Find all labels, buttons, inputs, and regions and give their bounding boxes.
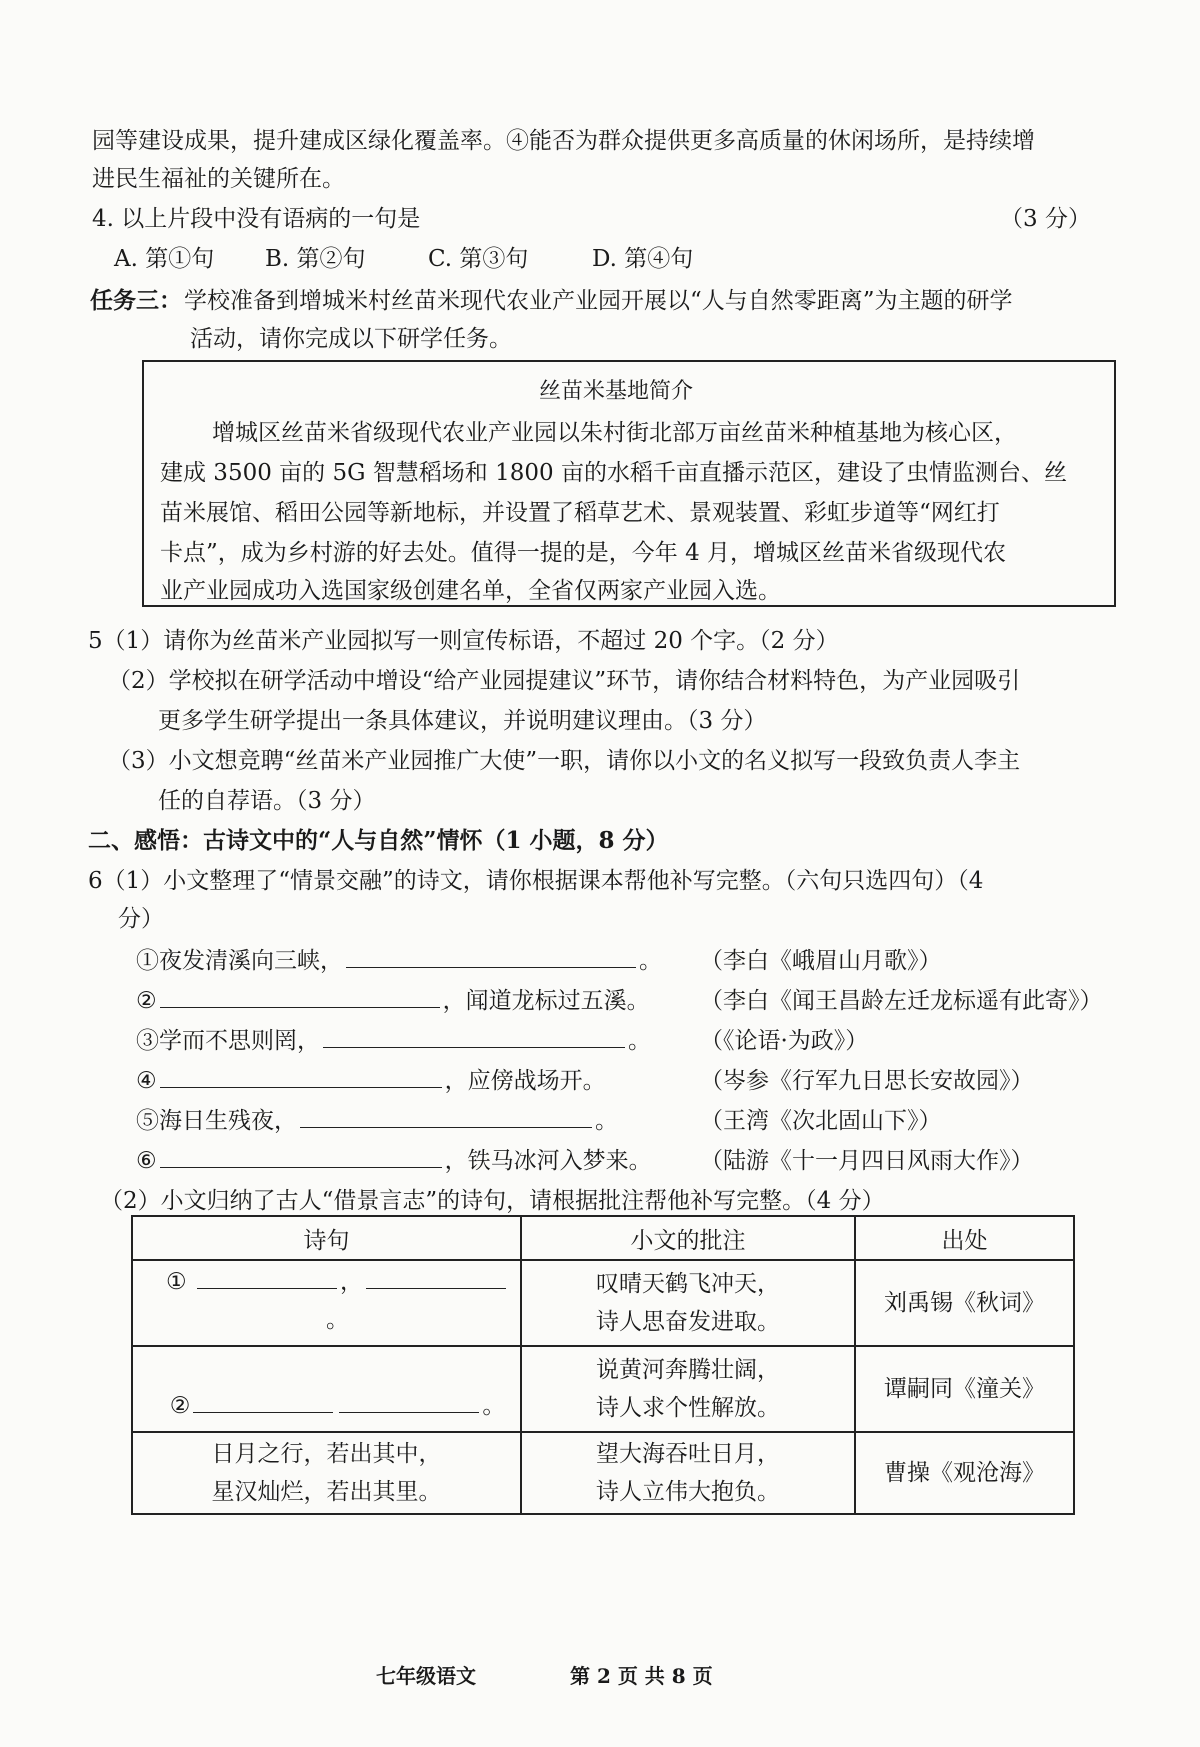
q4-option-d: D. 第④句 [592,246,694,272]
q6-part2: （2）小文归纳了古人“借景言志”的诗句，请根据批注帮他补写完整。（4 分） [100,1188,885,1214]
table-header-row [132,1216,1074,1260]
header-source: 出处 [855,1216,1074,1260]
header-poem: 诗句 [132,1216,521,1260]
fill-line-2 [136,982,650,1015]
intro-line-1: 增城区丝苗米省级现代农业产业园以朱村街北部万亩丝苗米种植基地为核心区， [212,420,1017,446]
row1-blank-b[interactable] [366,1287,506,1289]
fill-line-2-pre: ② [136,988,157,1014]
row2-blank-b[interactable] [339,1411,479,1413]
q6-part1-a: 6（1）小文整理了“情景交融”的诗文，请你根据课本帮他补写完整。（六句只选四句）（4 [88,868,984,894]
fill-line-4 [136,1062,606,1095]
fill-source-5: （王湾《次北固山下》） [700,1108,942,1134]
fill-line-2-post: ，闻道龙标过五溪。 [442,988,650,1014]
fill-line-5-post: 。 [595,1108,618,1134]
fill-source-6: （陆游《十一月四日风雨大作》） [700,1148,1034,1174]
footer-page: 第 2 页 共 8 页 [570,1664,713,1688]
row1-note-1: 叹晴天鹤飞冲天， [596,1271,780,1297]
row3-note-2: 诗人立伟大抱负。 [596,1479,780,1505]
fill-line-4-pre: ④ [136,1068,157,1094]
fill-blank-4[interactable] [160,1086,442,1088]
q5-part3-b: 任的自荐语。（3 分） [158,788,376,814]
fill-source-4: （岑参《行军九日思长安故园》） [700,1068,1034,1094]
fill-line-1 [136,942,662,975]
fill-line-1-pre: ①夜发清溪向三峡， [136,948,343,974]
q4-score: （3 分） [1000,206,1091,232]
row3-poem-line-1: 日月之行，若出其中， [211,1441,442,1467]
q4-option-a: A. 第①句 [114,246,215,272]
intro-line-5: 业产业园成功入选国家级创建名单，全省仅两家产业园入选。 [160,578,781,604]
fill-source-3: （《论语·为政》） [700,1028,869,1054]
intro-title: 丝苗米基地简介 [539,379,694,404]
q4-option-c: C. 第③句 [428,246,529,272]
row2-note-2: 诗人求个性解放。 [596,1395,780,1421]
passage-line-1: 园等建设成果，提升建成区绿化覆盖率。④能否为群众提供更多高质量的休闲场所，是持续增 [92,128,1035,154]
q5-part2-a: （2）学校拟在研学活动中增设“给产业园提建议”环节，请你结合材料特色，为产业园吸引 [108,668,1021,694]
q6-part1-b: 分） [118,906,164,932]
row2-blank-a[interactable] [193,1411,333,1413]
row2-source: 谭嗣同《潼关》 [855,1346,1074,1432]
row3-poem-line-2: 星汉灿烂，若出其里。 [211,1479,442,1505]
intro-line-4: 卡点”，成为乡村游的好去处。值得一提的是，今年 4 月，增城区丝苗米省级现代农 [160,540,1007,566]
intro-line-3: 苗米展馆、稻田公园等新地标，并设置了稻草艺术、景观装置、彩虹步道等“网红打 [160,500,1000,526]
header-note: 小文的批注 [521,1216,855,1260]
fill-line-5-pre: ⑤海日生残夜， [136,1108,297,1134]
row3-note-cell [521,1432,855,1514]
fill-line-6-pre: ⑥ [136,1148,157,1174]
row3-note-1: 望大海吞吐日月， [596,1441,780,1467]
fill-line-6-post: ，铁马冰河入梦来。 [444,1148,652,1174]
fill-blank-5[interactable] [300,1126,592,1128]
fill-line-3 [136,1022,651,1055]
intro-line-2: 建成 3500 亩的 5G 智慧稻场和 1800 亩的水稻千亩直播示范区，建设了虫情监测台、丝 [160,460,1067,486]
fill-line-3-pre: ③学而不思则罔， [136,1028,320,1054]
row2-poem-cell [132,1346,521,1432]
row1-end: 。 [326,1307,349,1333]
section2-title: 二、感悟：古诗文中的“人与自然”情怀（1 小题，8 分） [88,827,669,854]
q5-part3-a: （3）小文想竞聘“丝苗米产业园推广大使”一职，请你以小文的名义拟写一段致负责人李主 [108,748,1021,774]
row2-note-1: 说黄河奔腾壮阔， [596,1357,780,1383]
task3-line-2: 活动，请你完成以下研学任务。 [190,326,512,352]
fill-blank-1[interactable] [346,966,636,968]
row1-num: ① [166,1269,187,1295]
table-row [132,1260,1074,1346]
row2-end: 。 [482,1393,506,1419]
task3-label: 任务三： [90,287,182,314]
row1-note-2: 诗人思奋发进取。 [596,1309,780,1335]
task3-line-1: 学校准备到增城米村丝苗米现代农业产业园开展以“人与自然零距离”为主题的研学 [184,288,1013,314]
q5-part1: 5（1）请你为丝苗米产业园拟写一则宣传标语，不超过 20 个字。（2 分） [88,628,839,654]
row1-note-cell [521,1260,855,1346]
row3-source: 曹操《观沧海》 [855,1432,1074,1514]
fill-line-1-post: 。 [639,948,662,974]
row2-note-cell [521,1346,855,1432]
fill-source-1: （李白《峨眉山月歌》） [700,948,942,974]
row3-poem-cell [132,1432,521,1514]
fill-source-2: （李白《闻王昌龄左迁龙标遥有此寄》） [700,988,1103,1014]
fill-line-6 [136,1142,652,1175]
row2-num: ② [169,1393,191,1419]
fill-line-3-post: 。 [628,1028,651,1054]
table-row [132,1346,1074,1432]
poem-table [131,1215,1075,1515]
fill-blank-6[interactable] [160,1166,442,1168]
fill-line-4-post: ，应傍战场开。 [444,1068,606,1094]
footer-subject: 七年级语文 [376,1664,476,1688]
q4-stem: 4. 以上片段中没有语病的一句是 [92,206,421,232]
fill-blank-3[interactable] [323,1046,625,1048]
q4-option-b: B. 第②句 [265,246,366,272]
row1-sep: ， [339,1269,363,1295]
row1-poem-cell [132,1260,521,1346]
intro-box [142,360,1116,607]
table-row [132,1432,1074,1514]
passage-line-2: 进民生福祉的关键所在。 [92,166,345,192]
fill-line-5 [136,1102,618,1135]
row1-source: 刘禹锡《秋词》 [855,1260,1074,1346]
fill-blank-2[interactable] [160,1006,440,1008]
q5-part2-b: 更多学生研学提出一条具体建议，并说明建议理由。（3 分） [158,708,767,734]
row1-blank-a[interactable] [197,1287,337,1289]
